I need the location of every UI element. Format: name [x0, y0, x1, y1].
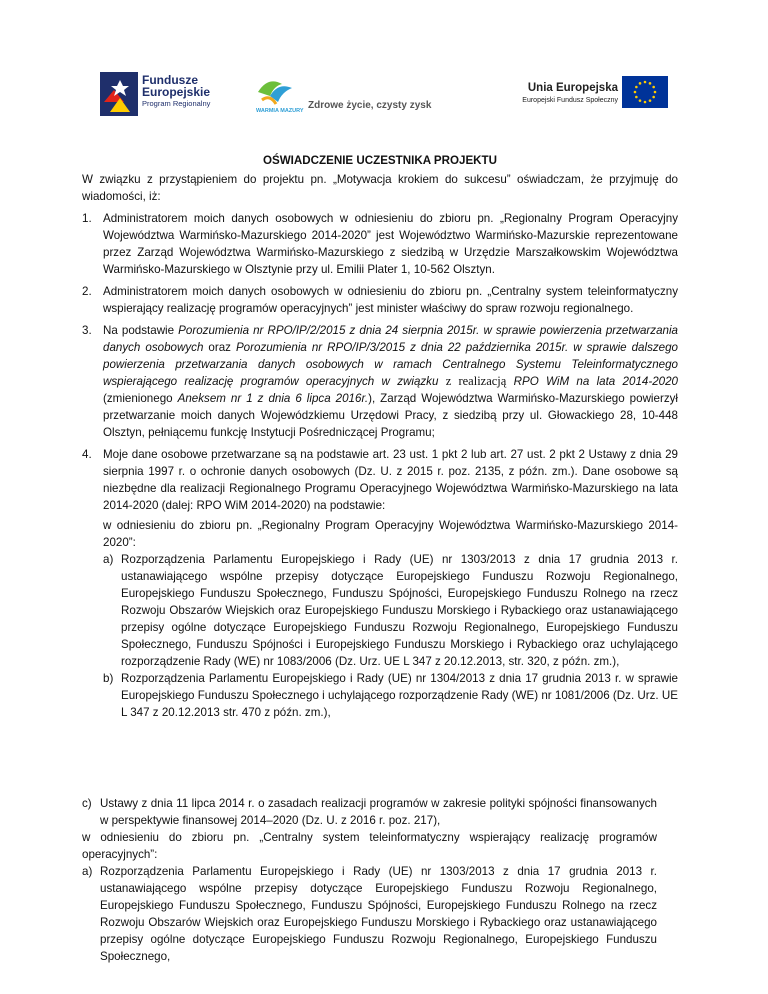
- item3-porozumienie-1: Porozumienia nr RPO/IP/2/2015 z dnia 24 sierpnia 2015r. w sprawie powierzenia przetwarzania danych osobowych: [103, 324, 678, 354]
- item3-part: oraz: [203, 341, 236, 354]
- declaration-document: [82, 152, 678, 726]
- eu-star-icon: [649, 82, 652, 85]
- ue-line2: Europejski Fundusz Społeczny: [522, 97, 618, 104]
- list-item: [82, 210, 678, 278]
- eu-star-icon: [644, 101, 647, 104]
- list-item-number: 1.: [82, 212, 92, 225]
- item3-part: (zmienionego: [103, 392, 178, 405]
- list-item-text: Administratorem moich danych osobowych w odniesieniu do zbioru pn. „Centralny system teleinformatyczny wspierający realizację programów operacyjnych” jest minister właściwy do spraw rozwoju regionalnego.: [103, 285, 678, 315]
- eu-star-icon: [639, 99, 642, 102]
- declaration-document-continued: [82, 795, 657, 965]
- eu-star-icon: [654, 91, 657, 94]
- sub-item-text: Rozporządzenia Parlamentu Europejskiego i Rady (UE) nr 1303/2013 z dnia 17 grudnia 2013 r. ustanawiającego wspólne przepisy dotyczące Europejskiego Funduszu Rozwoju Regionalnego, Europejskiego Funduszu Społecznego, Funduszu Spójności, Europejskiego Funduszu Rolnego na rzecz Rozwoju Obszarów Wiejskich oraz Europejskiego Funduszu Morskiego i Rybackiego oraz ustanawiającego przepisy ogólne dotyczące Europejskiego Funduszu Rozwoju Regionalnego, Europejskiego Funduszu Społecznego,: [100, 865, 657, 963]
- relation-heading-1: w odniesieniu do zbioru pn. „Regionalny Program Operacyjny Województwa Warmińsko-Mazurskiego 2014-2020”:: [103, 519, 678, 549]
- fe-line3: Program Regionalny: [142, 99, 211, 108]
- list-item: [82, 283, 678, 317]
- item3-aneks: Aneksem nr 1 z dnia 6 lipca 2016r.: [177, 392, 369, 405]
- item3-rpo: RPO WiM na lata 2014-2020: [506, 375, 678, 388]
- fe-line2: Europejskie: [142, 85, 211, 99]
- sub-item: [103, 551, 678, 670]
- sub-item: [103, 670, 678, 721]
- intro-paragraph: W związku z przystąpieniem do projektu pn. „Motywacja krokiem do sukcesu” oświadczam, że przyjmuję do wiadomości, iż:: [82, 173, 678, 203]
- fundusze-europejskie-logo: [100, 70, 240, 118]
- eu-star-icon: [634, 91, 637, 94]
- list-item-text: Moje dane osobowe przetwarzane są na podstawie art. 23 ust. 1 pkt 2 lub art. 27 ust. 2 pkt 2 Ustawy z dnia 29 sierpnia 1997 r. o ochronie danych osobowych (Dz. U. z 2015 r. poz. 2135, z późn. zm.). Dane osobowe są niezbędne dla realizacji Regionalnego Programu Operacyjnego Województwa Warmińsko-Mazurskiego na lata 2014-2020 (dalej: RPO WiM 2014-2020) na podstawie:: [103, 448, 678, 512]
- document-title: OŚWIADCZENIE UCZESTNIKA PROJEKTU: [262, 154, 498, 167]
- sub-item-text: Rozporządzenia Parlamentu Europejskiego i Rady (UE) nr 1303/2013 z dnia 17 grudnia 2013 r. ustanawiającego wspólne przepisy dotyczące Europejskiego Funduszu Rozwoju Regionalnego, Europejskiego Funduszu Społecznego, Funduszu Spójności, Europejskiego Funduszu Rolnego na rzecz Rozwoju Obszarów Wiejskich oraz Europejskiego Funduszu Morskiego i Rybackiego oraz ustanawiającego przepisy ogólne dotyczące Europejskiego Funduszu Rozwoju Regionalnego, Europejskiego Funduszu Społecznego, Funduszu Spójności i Europejskiego Funduszu Morskiego i Rybackiego oraz uchylającego rozporządzenie Rady (WE) nr 1083/2006 (Dz. Urz. UE L 347 z 20.12.2013, str. 320, z późn. zm.),: [121, 553, 678, 668]
- eu-star-icon: [649, 99, 652, 102]
- list-item: [82, 446, 678, 721]
- fundusze-europejskie-text: [142, 74, 210, 108]
- fundusze-europejskie-mark-icon: [100, 72, 138, 116]
- list-item-number: 3.: [82, 324, 92, 337]
- item3-part: Na podstawie: [103, 324, 179, 337]
- sub-item-letter: a): [103, 553, 114, 566]
- fe-line1: Fundusze: [142, 73, 198, 87]
- list-item-number: 4.: [82, 448, 92, 461]
- sub-item-text: Ustawy z dnia 11 lipca 2014 r. o zasadach realizacji programów w zakresie polityki spójności finansowanych w perspektywie finansowej 2014–2020 (Dz. U. z 2016 r. poz. 217),: [100, 797, 657, 827]
- list-item-number: 2.: [82, 285, 92, 298]
- sub-item: [82, 863, 657, 965]
- list-item-text: [103, 322, 678, 441]
- eu-star-icon: [652, 86, 655, 89]
- list-item-body: [103, 446, 678, 721]
- header-logo-bar: [100, 70, 670, 130]
- item3-part: ), Zarząd Województwa Warmińsko-Mazurskiego powierzył przetwarzanie moich danych Wojewódzkiemu Urzędowi Pracy, z siedzibą przy ul. Głowackiego 28, 10-448 Olsztyn, pełniącemu funkcję Instytucji Pośredniczącej Programu;: [103, 392, 678, 439]
- sub-item-text: Rozporządzenia Parlamentu Europejskiego i Rady (UE) nr 1304/2013 z dnia 17 grudnia 2013 r. w sprawie Europejskiego Funduszu Społecznego i uchylającego rozporządzenie Rady (WE) nr 1081/2006 (Dz. Urz. UE L 347 z 20.12.2013 str. 470 z późn. zm.),: [121, 672, 678, 719]
- sub-item-letter: a): [82, 865, 93, 878]
- item3-realizacja: z realizacją: [445, 374, 507, 388]
- list-item-text: Administratorem moich danych osobowych w odniesieniu do zbioru pn. „Regionalny Program Operacyjny Województwa Warmińsko-Mazurskiego 2014-2020” jest Województwo Warmińsko-Mazurskie reprezentowane przez Zarząd Województwa Warmińsko-Mazurskiego z siedzibą w Urzędzie Marszałkowskim Województwa Warmińsko-Mazurskiego w Olsztynie przy ul. Emilii Plater 1, 10-562 Olsztyn.: [103, 212, 678, 276]
- unia-europejska-text: [478, 82, 618, 104]
- ue-line1: Unia Europejska: [527, 82, 618, 94]
- eu-star-icon: [644, 81, 647, 84]
- eu-star-icon: [639, 82, 642, 85]
- eu-flag-icon: [622, 76, 668, 108]
- list-item: [82, 322, 678, 441]
- wm-small-text: WARMIA MAZURY: [256, 108, 304, 114]
- warmia-mazury-logo: [252, 74, 312, 122]
- eu-star-icon: [635, 86, 638, 89]
- warmia-mazury-emblem-icon: [252, 74, 304, 120]
- sub-item-letter: c): [82, 797, 92, 810]
- item3-porozumienie-2: Porozumienia nr RPO/IP/3/2015 z dnia 22 października 2015r. w sprawie dalszego powierzenia przetwarzania danych osobowych w ramach Centralnego Systemu Teleinformatycznego wspierającego realizację programów operacyjnych w związku: [103, 341, 679, 388]
- sub-item-letter: b): [103, 672, 114, 685]
- eu-star-icon: [652, 96, 655, 99]
- eu-star-icon: [635, 96, 638, 99]
- wm-slogan: Zdrowe życie, czysty zysk: [308, 100, 432, 111]
- sub-item: [82, 795, 657, 829]
- relation-heading-2: w odniesieniu do zbioru pn. „Centralny system teleinformatyczny wspierający realizację programów operacyjnych”:: [82, 831, 657, 861]
